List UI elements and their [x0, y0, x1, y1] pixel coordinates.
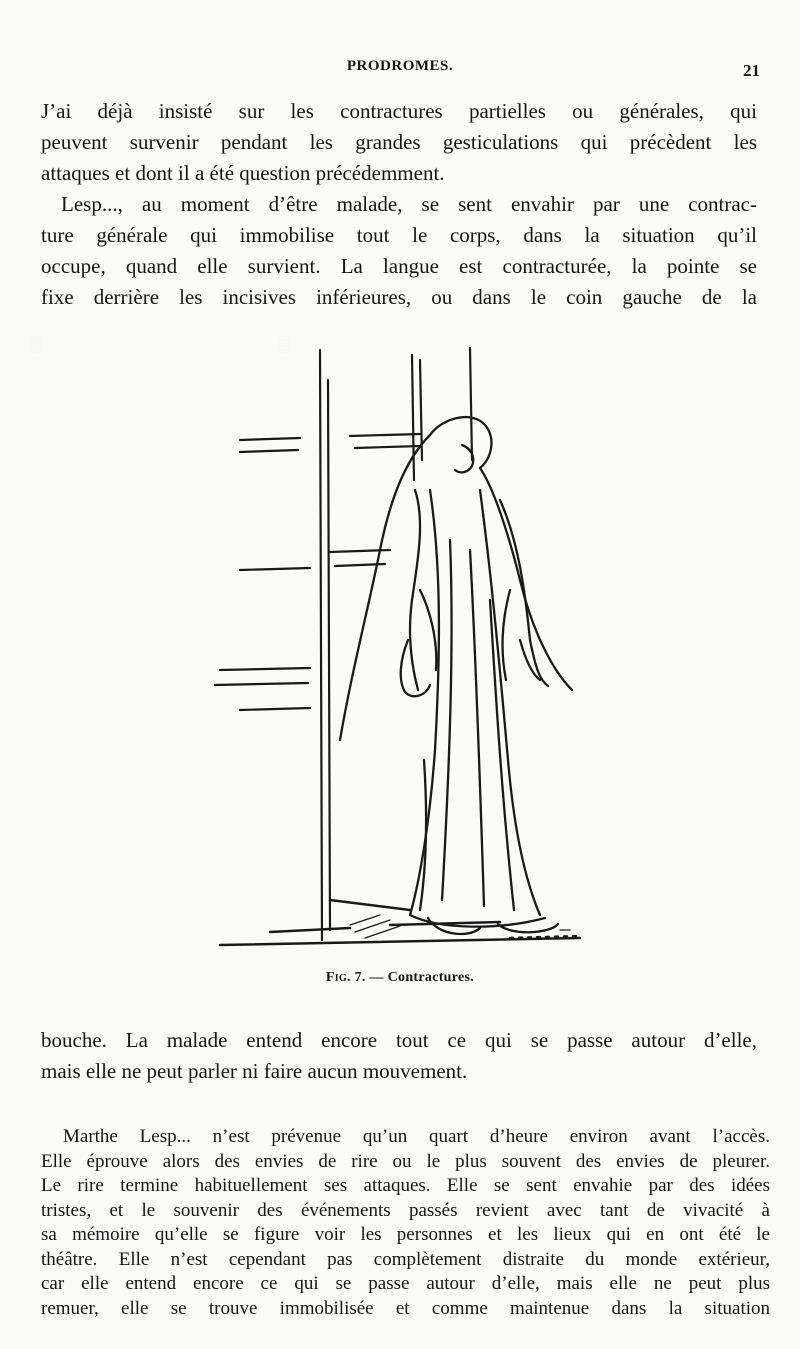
figure-caption-text: — Contractures. — [369, 970, 475, 985]
text-line: tristes, et le souvenir des événements passés revient avec tant de vivacité à — [41, 1199, 770, 1221]
page-number: 21 — [743, 61, 760, 80]
text-line: peuvent survenir pendant les grandes gesticulations qui précèdent les — [41, 130, 757, 154]
text-line: car elle entend encore ce qui se passe autour d’elle, mais elle ne peut plus — [41, 1273, 770, 1294]
text-line: ture générale qui immobilise tout le corps, dans la situation qu’il — [41, 223, 757, 247]
text-line: attaques et dont il a été question précédemment. — [41, 161, 445, 185]
text-line: occupe, quand elle survient. La langue est contracturée, la pointe se — [41, 254, 757, 278]
text-line: remuer, elle se trouve immobilisée et comme maintenue dans la situation — [41, 1297, 770, 1319]
running-head-title: PRODROMES. — [346, 58, 454, 74]
text-line: théâtre. Elle n’est cependant pas complètement distraite du monde extérieur, — [41, 1248, 770, 1270]
text-line: Le rire termine habituellement ses attaques. Elle se sent envahie par des idées — [41, 1175, 770, 1196]
text-line: bouche. La malade entend encore tout ce qui se passe autour d’elle, — [41, 1028, 757, 1052]
text-line: J’ai déjà insisté sur les contractures partielles ou générales, qui — [41, 99, 757, 123]
text-line: mais elle ne peut parler ni faire aucun mouvement. — [41, 1059, 468, 1083]
text-line: Marthe Lesp... n’est prévenue qu’un quart d’heure environ avant l’accès. — [63, 1126, 770, 1147]
text-line: Lesp..., au moment d’être malade, se sent envahir par une contrac- — [61, 192, 757, 216]
figure-label: Fig. 7. — [325, 970, 366, 985]
paragraph-1 — [41, 96, 757, 313]
figure-caption — [0, 970, 800, 986]
contracture-illustration — [180, 340, 620, 960]
text-line: fixe derrière les incisives inférieures, ou dans le coin gauche de la — [41, 285, 757, 309]
running-head — [40, 58, 760, 82]
text-line: sa mémoire qu’elle se figure voir les personnes et les lieux qui en ont été le — [41, 1224, 770, 1245]
paragraph-3 — [41, 1125, 770, 1321]
paragraph-2 — [41, 1025, 757, 1087]
window-frame — [215, 348, 472, 940]
figure-illustration — [180, 340, 620, 960]
robed-figure — [340, 417, 572, 934]
text-line: Elle éprouve alors des envies de rire ou le plus souvent des envies de pleurer. — [41, 1150, 770, 1172]
